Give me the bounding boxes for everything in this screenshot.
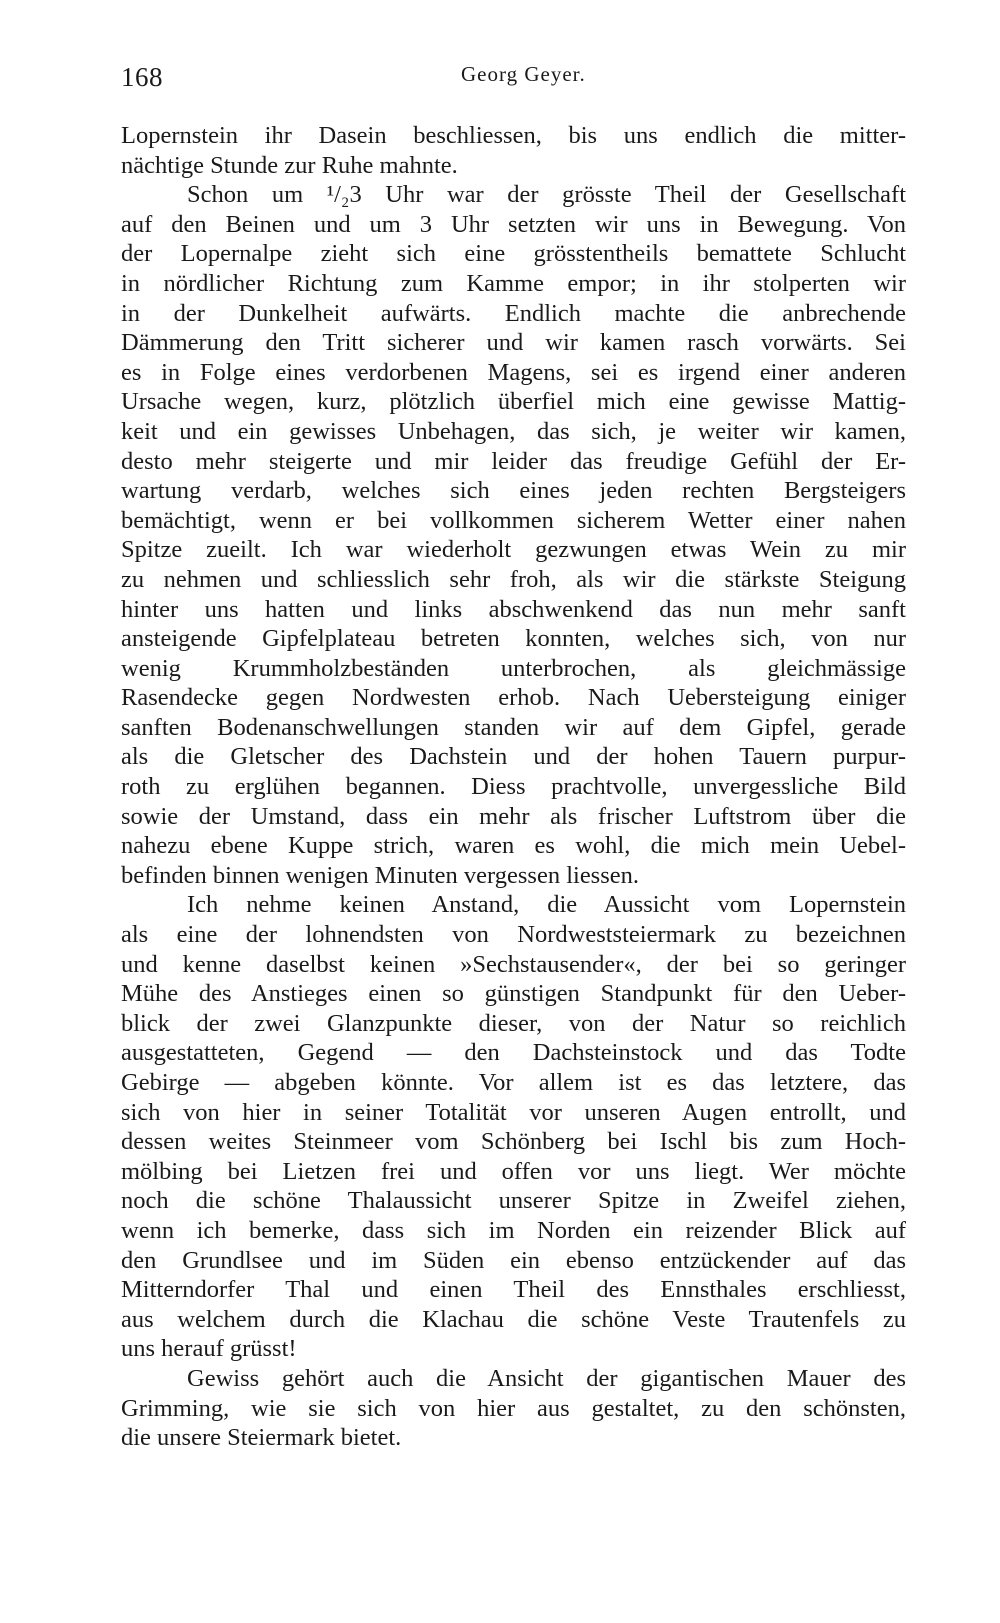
- running-head: Georg Geyer.: [461, 62, 586, 86]
- text-line: noch die schöne Thalaussicht unserer Spitze in Zweifel ziehen,: [121, 1187, 906, 1215]
- text-line: hinter uns hatten und links abschwenkend das nun mehr sanft: [121, 595, 906, 623]
- text-line: Gewiss gehört auch die Ansicht der gigantischen Mauer des: [187, 1364, 906, 1392]
- text-line: wartung verdarb, welches sich eines jeden rechten Bergsteigers: [121, 477, 906, 505]
- text-line: der Lopernalpe zieht sich eine grösstentheils bemattete Schlucht: [121, 240, 906, 268]
- text-line: roth zu erglühen begannen. Diess prachtvolle, unvergessliche Bild: [121, 773, 906, 801]
- text-line: ausgestatteten, Gegend — den Dachsteinstock und das Todte: [121, 1039, 906, 1067]
- text-line: Mühe des Anstieges einen so günstigen Standpunkt für den Ueber-: [121, 980, 906, 1008]
- text-line: dessen weites Steinmeer vom Schönberg bei Ischl bis zum Hoch-: [121, 1128, 906, 1156]
- text-line: Lopernstein ihr Dasein beschliessen, bis uns endlich die mitter-: [121, 122, 906, 149]
- text-line: wenig Krummholzbeständen unterbrochen, als gleichmässige: [121, 654, 906, 682]
- text-line: Spitze zueilt. Ich war wiederholt gezwungen etwas Wein zu mir: [121, 536, 906, 564]
- text-line: uns herauf grüsst!: [121, 1335, 297, 1363]
- text-line: keit und ein gewisses Unbehagen, das sich, je weiter wir kamen,: [121, 417, 906, 445]
- page-number: 168: [121, 62, 163, 92]
- text-line: befinden binnen wenigen Minuten vergessen liessen.: [121, 861, 640, 889]
- text-line: ansteigende Gipfelplateau betreten konnten, welches sich, von nur: [121, 625, 906, 653]
- text-line: sanften Bodenanschwellungen standen wir auf dem Gipfel, gerade: [121, 713, 906, 741]
- text-line: den Grundlsee und im Süden ein ebenso entzückender auf das: [121, 1246, 906, 1274]
- text-line: wenn ich bemerke, dass sich im Norden ein reizender Blick auf: [121, 1216, 906, 1244]
- text-line: blick der zwei Glanzpunkte dieser, von der Natur so reichlich: [121, 1009, 906, 1037]
- text-line: nächtige Stunde zur Ruhe mahnte.: [121, 151, 458, 179]
- text-line: aus welchem durch die Klachau die schöne Veste Trautenfels zu: [121, 1305, 906, 1333]
- text-line: sowie der Umstand, dass ein mehr als frischer Luftstrom über die: [121, 802, 906, 830]
- text-line: als die Gletscher des Dachstein und der hohen Tauern purpur-: [121, 743, 906, 771]
- text-line: Ich nehme keinen Anstand, die Aussicht vom Lopernstein: [187, 891, 906, 919]
- text-line: Rasendecke gegen Nordwesten erhob. Nach Uebersteigung einiger: [121, 684, 906, 712]
- text-line: auf den Beinen und um 3 Uhr setzten wir uns in Bewegung. Von: [121, 210, 906, 238]
- text-line: Ursache wegen, kurz, plötzlich überfiel mich eine gewisse Mattig-: [121, 388, 906, 416]
- text-line: in nördlicher Richtung zum Kamme empor; in ihr stolperten wir: [121, 269, 906, 297]
- text-line: desto mehr steigerte und mir leider das freudige Gefühl der Er-: [121, 447, 906, 475]
- text-line: Mitterndorfer Thal und einen Theil des Ennsthales erschliesst,: [121, 1276, 906, 1304]
- text-line: Schon um ¹/₂3 Uhr war der grösste Theil der Gesellschaft: [187, 181, 906, 209]
- text-line: bemächtigt, wenn er bei vollkommen sicherem Wetter einer nahen: [121, 506, 906, 534]
- text-line: mölbing bei Lietzen frei und offen vor uns liegt. Wer möchte: [121, 1157, 906, 1185]
- text-line: in der Dunkelheit aufwärts. Endlich machte die anbrechende: [121, 299, 906, 327]
- text-line: sich von hier in seiner Totalität vor unseren Augen entrollt, und: [121, 1098, 906, 1126]
- text-line: Gebirge — abgeben könnte. Vor allem ist es das letztere, das: [121, 1069, 906, 1096]
- text-line: und kenne daselbst keinen »Sechstausender«, der bei so geringer: [121, 950, 906, 978]
- text-line: es in Folge eines verdorbenen Magens, sei es irgend einer anderen: [121, 358, 906, 386]
- text-line: Dämmerung den Tritt sicherer und wir kamen rasch vorwärts. Sei: [121, 329, 906, 357]
- text-line: zu nehmen und schliesslich sehr froh, als wir die stärkste Steigung: [121, 565, 906, 593]
- text-line: als eine der lohnendsten von Nordweststeiermark zu bezeichnen: [121, 921, 906, 949]
- text-line: die unsere Steiermark bietet.: [121, 1424, 402, 1452]
- body-text: [121, 121, 906, 1453]
- page-header: [121, 58, 906, 98]
- text-line: nahezu ebene Kuppe strich, waren es wohl, die mich mein Uebel-: [121, 832, 906, 860]
- text-line: Grimming, wie sie sich von hier aus gestaltet, zu den schönsten,: [121, 1394, 906, 1422]
